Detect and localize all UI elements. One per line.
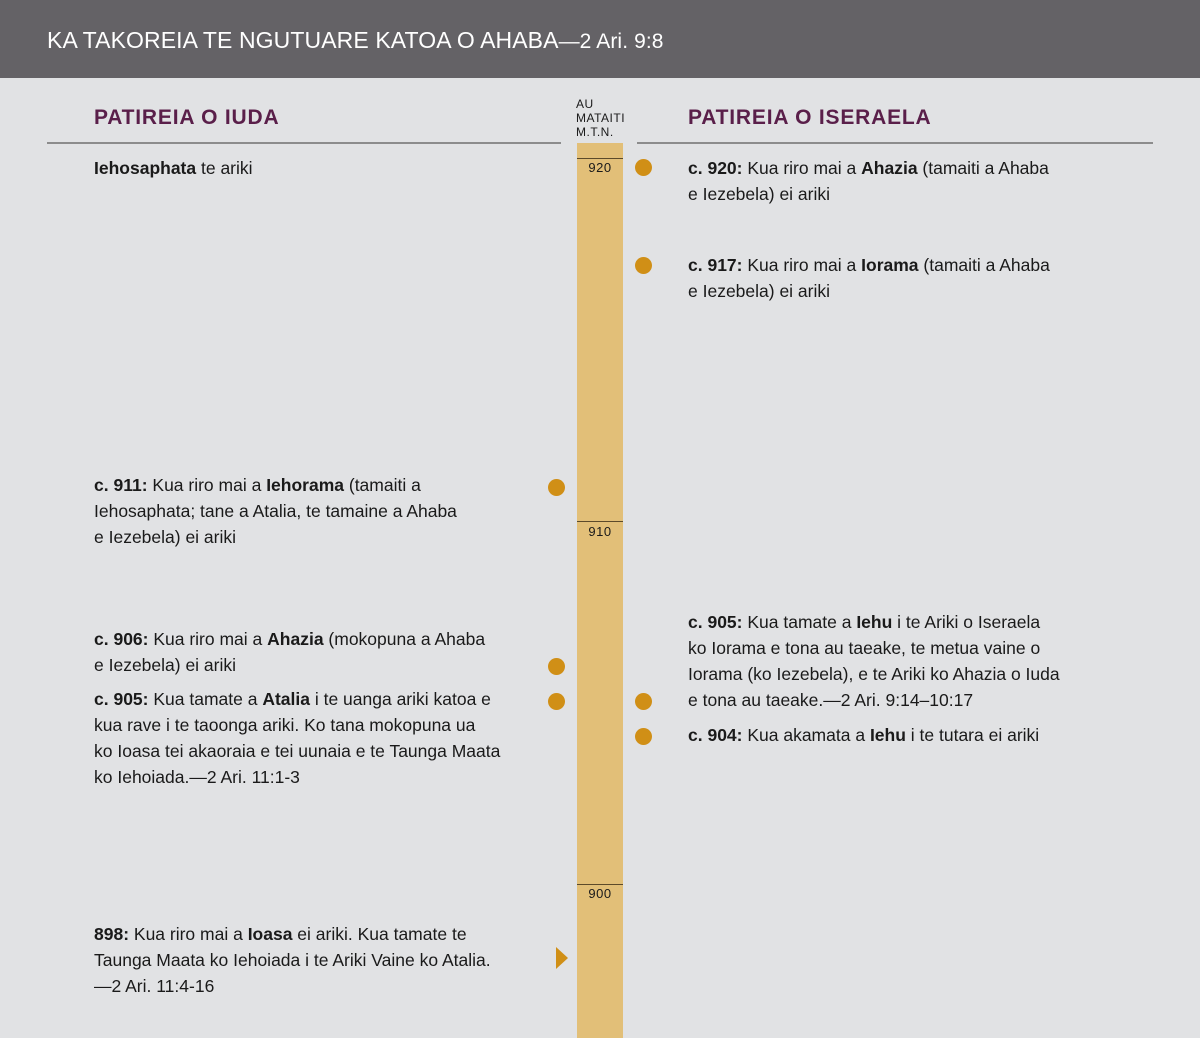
- tick-label-920: 920: [588, 160, 612, 175]
- event-text: Iehosaphata; tane a Atalia, te tamaine a Ahaba: [94, 501, 457, 521]
- event-emphasis: c. 905:: [94, 689, 149, 709]
- tick-label-910: 910: [588, 524, 612, 539]
- tick-900: [577, 884, 623, 885]
- event-left-0: [94, 155, 253, 181]
- title-text: KA TAKOREIA TE NGUTUARE KATOA O AHABA: [47, 27, 559, 53]
- event-text: Kua akamata a: [742, 725, 870, 745]
- event-text: ko Iehoiada.—2 Ari. 11:1-3: [94, 767, 300, 787]
- event-text: ei ariki. Kua tamate te: [292, 924, 467, 944]
- event-emphasis: c. 911:: [94, 475, 148, 495]
- event-emphasis: Iehu: [869, 725, 906, 745]
- column-title-israel: PATIREIA O ISERAELA: [688, 106, 932, 129]
- event-text: i te Ariki o Iseraela: [892, 612, 1041, 632]
- event-emphasis: 898:: [94, 924, 130, 944]
- event-left-4: [94, 921, 491, 999]
- title-banner: [0, 0, 1200, 78]
- event-text: Iorama (ko Iezebela), e te Ariki ko Ahazia o Iuda: [688, 664, 1060, 684]
- event-text: te ariki: [196, 158, 253, 178]
- event-text: (mokopuna a Ahaba: [323, 629, 486, 649]
- event-dot-icon: [548, 479, 565, 496]
- tick-label-900: 900: [588, 886, 612, 901]
- event-text: Taunga Maata ko Iehoiada i te Ariki Vaine ko Atalia.: [94, 950, 491, 970]
- event-text: i te uanga ariki katoa e: [309, 689, 491, 709]
- event-text: —2 Ari. 11:4-16: [94, 976, 215, 996]
- event-emphasis: Ahazia: [861, 158, 918, 178]
- divider-right: [637, 142, 1153, 144]
- event-text: Kua riro mai a: [742, 255, 862, 275]
- event-emphasis: c. 904:: [688, 725, 743, 745]
- event-emphasis: Iorama: [861, 255, 919, 275]
- tick-910: [577, 521, 623, 522]
- event-text: Kua riro mai a: [742, 158, 862, 178]
- event-dot-icon: [635, 728, 652, 745]
- event-dot-icon: [635, 257, 652, 274]
- event-dot-icon: [548, 658, 565, 675]
- tick-920: [577, 158, 623, 159]
- divider-left: [47, 142, 561, 144]
- event-emphasis: Ahazia: [267, 629, 324, 649]
- event-text: Kua riro mai a: [147, 475, 267, 495]
- event-text: Kua riro mai a: [148, 629, 268, 649]
- event-left-1: [94, 472, 457, 550]
- event-emphasis: c. 917:: [688, 255, 743, 275]
- event-right-3: [688, 722, 1039, 748]
- timeline-bar: [577, 143, 623, 1038]
- title-reference: —2 Ari. 9:8: [558, 30, 664, 53]
- event-text: Kua tamate a: [742, 612, 857, 632]
- event-emphasis: c. 920:: [688, 158, 743, 178]
- event-left-2: [94, 626, 485, 678]
- event-text: i te tutara ei ariki: [905, 725, 1040, 745]
- event-text: e Iezebela) ei ariki: [94, 527, 237, 547]
- column-title-judah: PATIREIA O IUDA: [94, 106, 280, 129]
- event-arrow-icon: [556, 947, 568, 969]
- event-text: kua rave i te taoonga ariki. Ko tana mokopuna ua: [94, 715, 476, 735]
- page-title: [47, 27, 664, 54]
- event-text: (tamaiti a Ahaba: [918, 255, 1050, 275]
- event-emphasis: c. 906:: [94, 629, 149, 649]
- event-emphasis: Ioasa: [247, 924, 293, 944]
- axis-label-line: M.T.N.: [576, 125, 614, 139]
- event-dot-icon: [635, 693, 652, 710]
- event-emphasis: Iehu: [856, 612, 893, 632]
- event-right-1: [688, 252, 1050, 304]
- axis-label-line: MATAITI: [576, 111, 626, 125]
- event-emphasis: Atalia: [262, 689, 310, 709]
- event-text: Kua tamate a: [148, 689, 263, 709]
- event-dot-icon: [548, 693, 565, 710]
- event-emphasis: Iehosaphata: [94, 158, 197, 178]
- event-text: e Iezebela) ei ariki: [688, 281, 831, 301]
- event-right-2: [688, 609, 1060, 713]
- event-emphasis: Iehorama: [266, 475, 344, 495]
- event-text: e Iezebela) ei ariki: [688, 184, 831, 204]
- event-emphasis: c. 905:: [688, 612, 743, 632]
- event-text: ko Ioasa tei akaoraia e tei uunaia e te Taunga Maata: [94, 741, 501, 761]
- event-text: Kua riro mai a: [129, 924, 248, 944]
- event-dot-icon: [635, 159, 652, 176]
- event-left-3: [94, 686, 500, 790]
- event-text: (tamaiti a Ahaba: [917, 158, 1049, 178]
- event-text: (tamaiti a: [344, 475, 421, 495]
- axis-label: [576, 97, 625, 139]
- event-text: ko Iorama e tona au taeake, te metua vaine o: [688, 638, 1041, 658]
- event-text: e Iezebela) ei ariki: [94, 655, 237, 675]
- axis-label-line: AU: [576, 97, 594, 111]
- event-text: e tona au taeake.—2 Ari. 9:14–10:17: [688, 690, 974, 710]
- event-right-0: [688, 155, 1049, 207]
